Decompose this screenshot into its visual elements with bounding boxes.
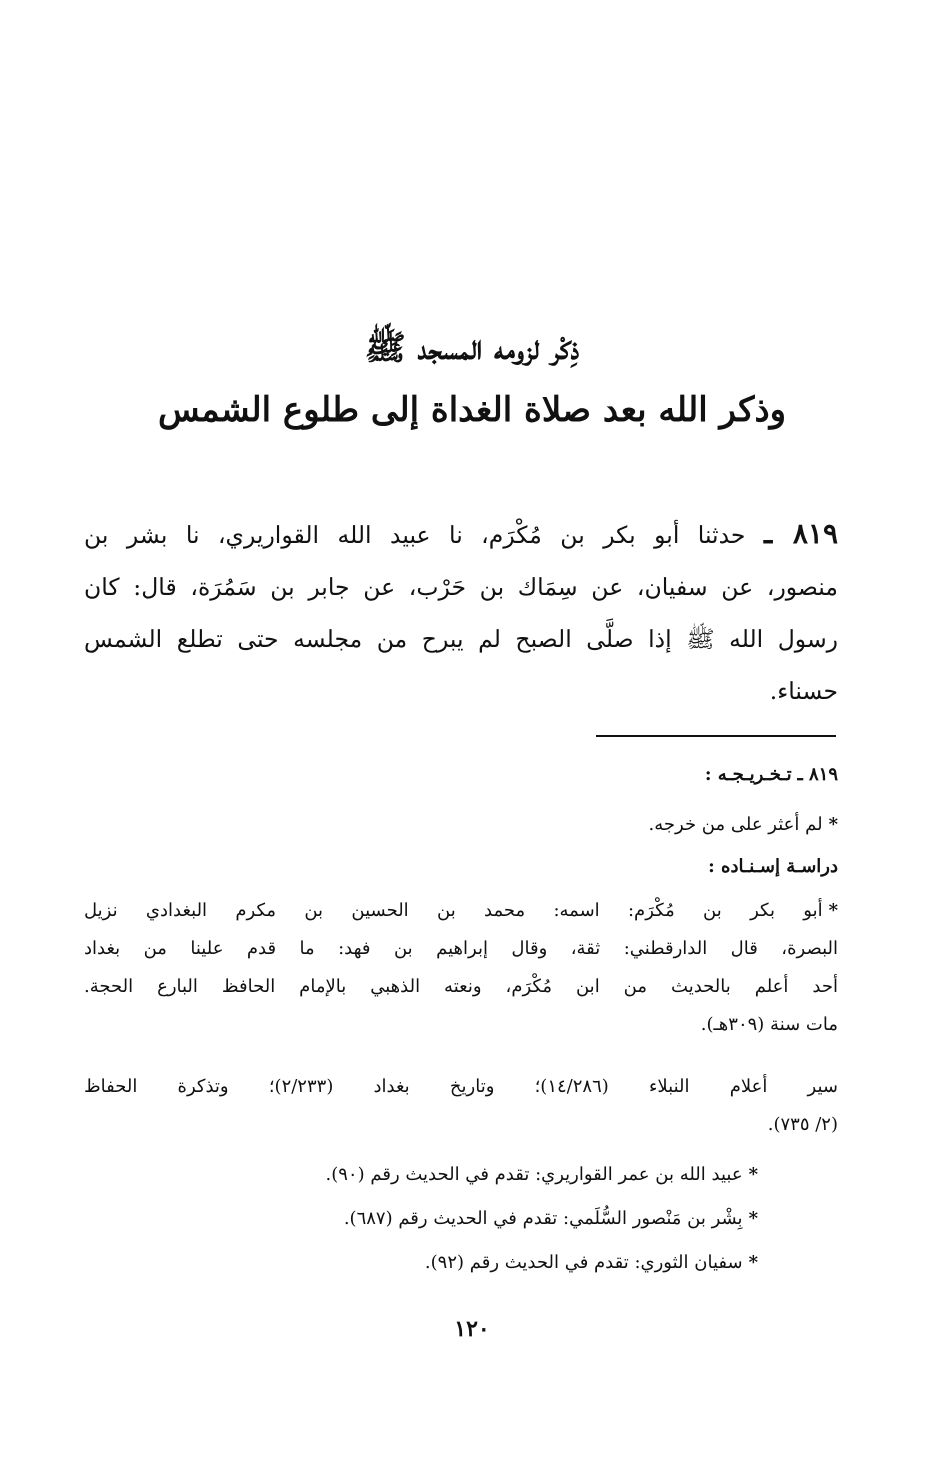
hadith-number: ٨١٩ ـ [763, 517, 839, 550]
chapter-title-line-1: ذِكْر لزومه المسجد ﷺ [364, 328, 580, 368]
narrator-sufyan: *سفيان الثوري: تقدم في الحديث رقم (٩٢). [424, 1252, 758, 1273]
narrator-abu-bakr: *أبو بكر بن مُكْرَم: اسمه: محمد بن الحسين بن مكرم البغدادي نزيل البصرة، قال الدارقطني: ثقة، وقال إبراهيم بن فهد: ما قدم علينا من بغداد أحد أعلم بالحديث من ابن مُكْرَم، ونعته الذهبي بالإمام الحافظ البارع الحجة. مات سنة (٣٠٩هـ). [84, 900, 838, 1035]
hadith-line-3: رسول الله ﷺ إذا صلَّى الصبح لم يبرح من مجلسه حتى تطلع الشمس [84, 625, 838, 653]
star-bullet-icon: * [828, 814, 838, 835]
footnote-not-found: *لم أعثر على من خرجه. [648, 814, 838, 835]
hadith-text [84, 508, 838, 717]
hadith-line-2: منصور، عن سفيان، عن سِمَاك بن حَرْب، عن جابر بن سَمُرَة، قال: كان [84, 573, 838, 601]
star-bullet-icon: * [748, 1208, 758, 1229]
hadith-line-4: حسناء. [769, 677, 838, 705]
narrator-ubaidullah: *عبيد الله بن عمر القواريري: تقدم في الحديث رقم (٩٠). [325, 1164, 758, 1185]
footnote-divider [596, 735, 836, 737]
chapter-title-line-2: وذكر الله بعد صلاة الغداة إلى طلوع الشمس [157, 390, 787, 430]
references: سير أعلام النبلاء (١٤/٢٨٦)؛ وتاريخ بغداد (٢/٢٣٣)؛ وتذكرة الحفاظ (٢/ ٧٣٥). [84, 1076, 838, 1135]
takhrij-label: تـخـريـجـه : [704, 764, 792, 785]
star-bullet-icon: * [748, 1252, 758, 1273]
isnad-study-heading: دراسـة إسـنـاده : [708, 856, 838, 877]
footnote-number: ٨١٩ ـ [797, 764, 838, 785]
page-number: ١٢٠ [454, 1316, 490, 1342]
star-bullet-icon: * [828, 900, 838, 921]
narrator-bishr: *بِشْر بن مَنْصور السُّلَمي: تقدم في الحديث رقم (٦٨٧). [343, 1208, 758, 1229]
footnote-heading [84, 756, 838, 794]
star-bullet-icon: * [748, 1164, 758, 1185]
hadith-line-1: ٨١٩ ـ حدثنا أبو بكر بن مُكْرَم، نا عبيد الله القواريري، نا بشر بن [84, 517, 839, 550]
